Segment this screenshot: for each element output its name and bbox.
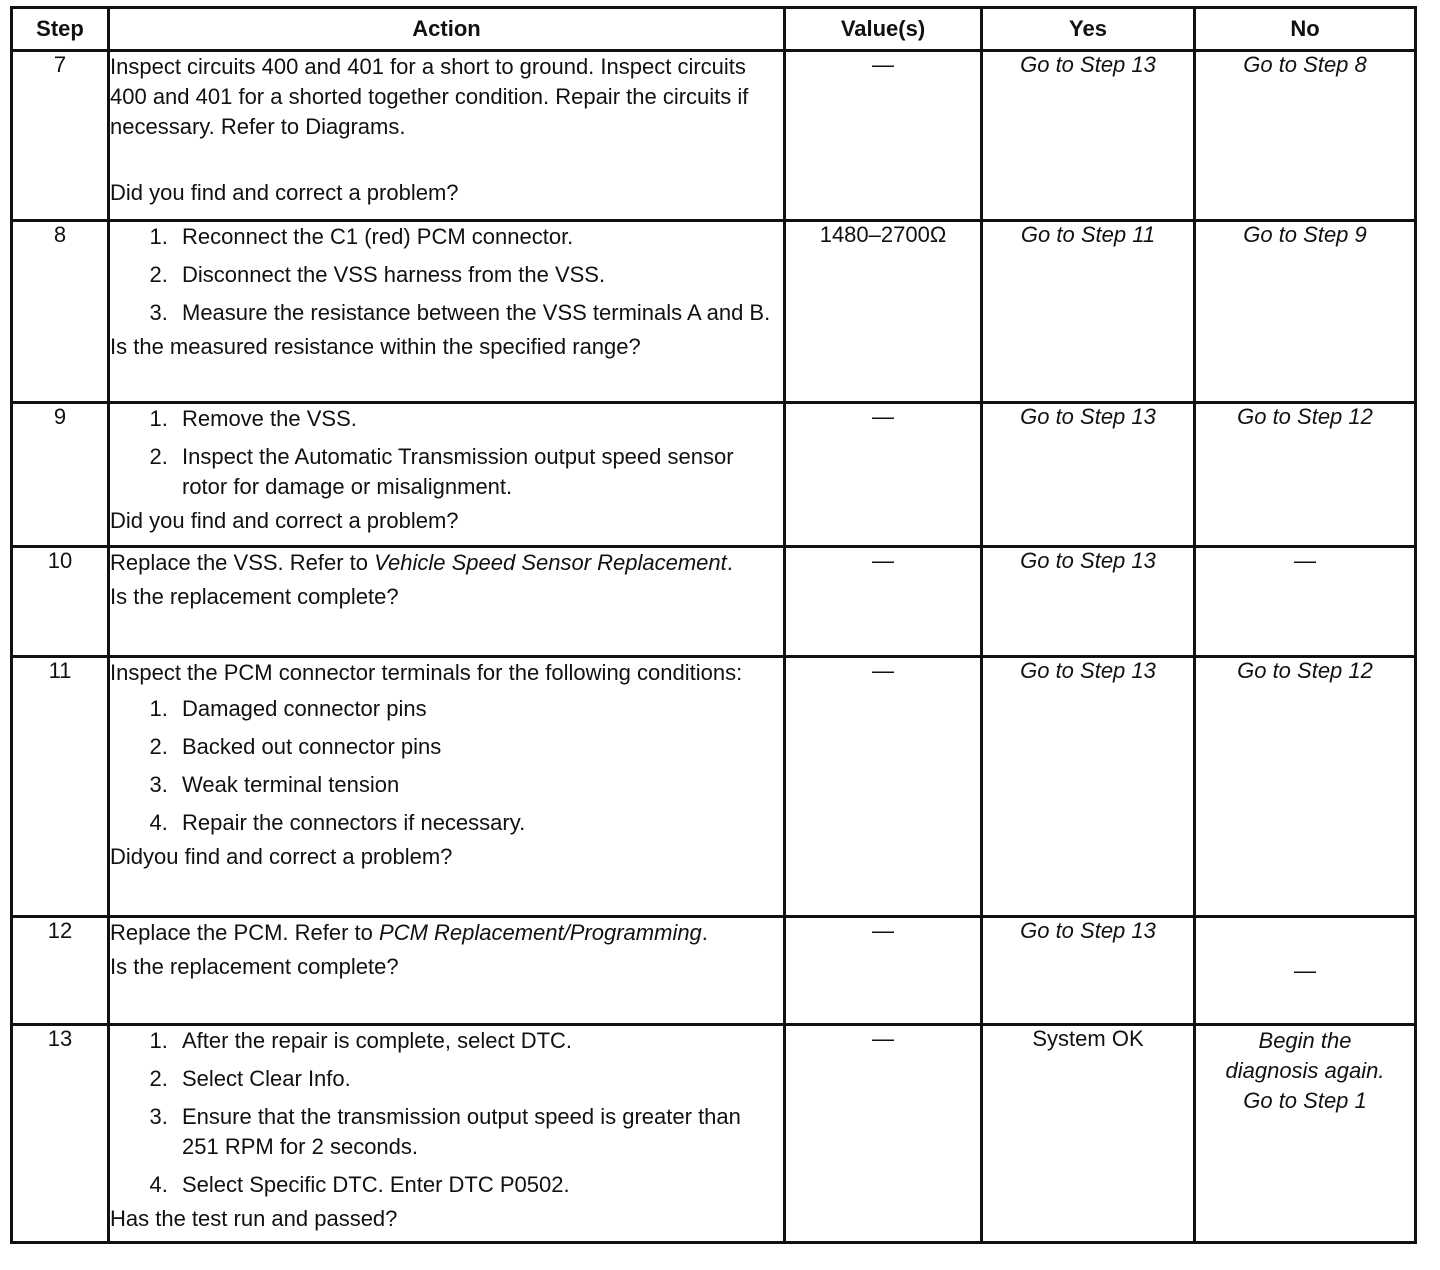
no-cell: — — [1195, 547, 1416, 657]
action-cell — [109, 51, 785, 221]
yes-cell: Go to Step 13 — [982, 917, 1195, 1025]
action-question: Is the replacement complete? — [110, 954, 399, 979]
table-row — [12, 1025, 1416, 1243]
step-number: 7 — [12, 51, 109, 221]
action-text-plain: Replace the PCM. Refer to — [110, 920, 380, 945]
step-number: 12 — [12, 917, 109, 1025]
action-step: 4. Repair the connectors if necessary. — [174, 808, 783, 838]
step-number: 10 — [12, 547, 109, 657]
action-step: 2. Inspect the Automatic Transmission output speed sensor rotor for damage or misalignment. — [174, 442, 783, 502]
action-question: Did you find and correct a problem? — [110, 508, 459, 533]
table-row — [12, 657, 1416, 917]
action-cell — [109, 1025, 785, 1243]
value-cell: — — [785, 657, 982, 917]
step-number: 8 — [12, 221, 109, 403]
table-row — [12, 547, 1416, 657]
no-line: Begin the — [1258, 1028, 1352, 1053]
action-cell — [109, 657, 785, 917]
value-cell: 1480–2700Ω — [785, 221, 982, 403]
action-text-plain: Replace the VSS. Refer to — [110, 550, 375, 575]
action-step: 3. Ensure that the transmission output speed is greater than 251 RPM for 2 seconds. — [174, 1102, 783, 1162]
action-cell — [109, 221, 785, 403]
table-row — [12, 403, 1416, 547]
action-text: Inspect circuits 400 and 401 for a short to ground. Inspect circuits 400 and 401 for a shorted together condition. Repair the circuits if necessary. Refer to Diagrams. — [110, 54, 749, 139]
no-cell: Go to Step 12 — [1195, 403, 1416, 547]
action-text-end: . — [726, 550, 733, 575]
action-step: 1. After the repair is complete, select DTC. — [174, 1026, 783, 1056]
action-steps — [110, 404, 783, 502]
step-number: 9 — [12, 403, 109, 547]
header-no: No — [1195, 8, 1416, 51]
table-row — [12, 221, 1416, 403]
no-cell: — — [1195, 917, 1416, 1025]
yes-cell: System OK — [982, 1025, 1195, 1243]
no-line: Go to Step 1 — [1243, 1088, 1367, 1113]
action-question: Didyou find and correct a problem? — [110, 844, 453, 869]
header-yes: Yes — [982, 8, 1195, 51]
action-steps — [110, 694, 783, 838]
header-row — [12, 8, 1416, 51]
action-cell — [109, 547, 785, 657]
action-text-end: . — [701, 920, 708, 945]
action-text: Inspect the PCM connector terminals for the following conditions: — [110, 660, 743, 685]
header-action: Action — [109, 8, 785, 51]
yes-cell: Go to Step 13 — [982, 547, 1195, 657]
action-question: Has the test run and passed? — [110, 1206, 398, 1231]
no-cell: Go to Step 9 — [1195, 221, 1416, 403]
no-cell: Go to Step 12 — [1195, 657, 1416, 917]
action-question: Did you find and correct a problem? — [110, 180, 459, 205]
table-row — [12, 51, 1416, 221]
action-step: 2. Disconnect the VSS harness from the VSS. — [174, 260, 783, 290]
reference-link-text: Vehicle Speed Sensor Replacement — [374, 550, 727, 575]
action-text — [110, 918, 783, 948]
yes-cell: Go to Step 11 — [982, 221, 1195, 403]
action-text — [110, 548, 783, 578]
action-step: 2. Select Clear Info. — [174, 1064, 783, 1094]
yes-cell: Go to Step 13 — [982, 51, 1195, 221]
action-step: 1. Damaged connector pins — [174, 694, 783, 724]
no-cell: Go to Step 8 — [1195, 51, 1416, 221]
action-cell — [109, 917, 785, 1025]
action-step: 2. Backed out connector pins — [174, 732, 783, 762]
header-step: Step — [12, 8, 109, 51]
action-steps — [110, 222, 783, 328]
action-step: 3. Measure the resistance between the VSS terminals A and B. — [174, 298, 783, 328]
table-row — [12, 917, 1416, 1025]
reference-link-text: PCM Replacement/Programming — [379, 920, 702, 945]
yes-cell: Go to Step 13 — [982, 657, 1195, 917]
diagnostic-table — [10, 6, 1417, 1244]
action-question: Is the replacement complete? — [110, 584, 399, 609]
header-values: Value(s) — [785, 8, 982, 51]
value-cell: — — [785, 547, 982, 657]
action-cell — [109, 403, 785, 547]
yes-cell: Go to Step 13 — [982, 403, 1195, 547]
action-steps — [110, 1026, 783, 1200]
no-cell — [1195, 1025, 1416, 1243]
action-step: 4. Select Specific DTC. Enter DTC P0502. — [174, 1170, 783, 1200]
step-number: 11 — [12, 657, 109, 917]
value-cell: — — [785, 1025, 982, 1243]
action-step: 3. Weak terminal tension — [174, 770, 783, 800]
value-cell: — — [785, 403, 982, 547]
value-cell: — — [785, 917, 982, 1025]
no-line: diagnosis again. — [1225, 1058, 1385, 1083]
action-step: 1. Reconnect the C1 (red) PCM connector. — [174, 222, 783, 252]
step-number: 13 — [12, 1025, 109, 1243]
action-step: 1. Remove the VSS. — [174, 404, 783, 434]
value-cell: — — [785, 51, 982, 221]
action-question: Is the measured resistance within the specified range? — [110, 334, 641, 359]
